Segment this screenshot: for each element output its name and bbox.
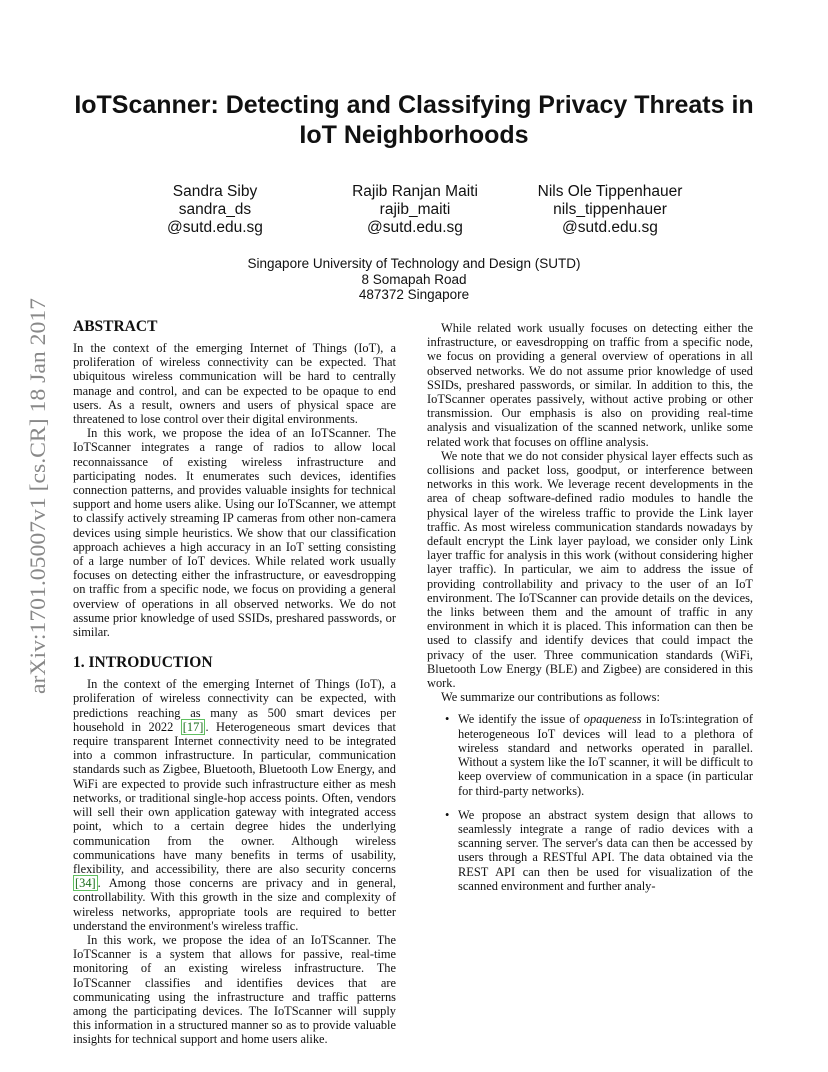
affiliation-city: 487372 Singapore — [358, 287, 470, 302]
arxiv-id-text: arXiv:1701.05007v1 [cs.CR] 18 Jan 2017 — [25, 326, 50, 694]
author-name: Rajib Ranjan Maiti — [352, 183, 478, 200]
author-email-domain: @sutd.edu.sg — [562, 219, 658, 236]
abstract-heading: ABSTRACT — [73, 318, 158, 335]
intro-paragraph: In this work, we propose the idea of an IoTScanner. The IoTScanner is a system that allows for passive, real-time monitoring of an existing wireless infrastructure. The IoTScanner classifies and identifies devices that are communicating using the infrastructure and traffic patterns among the participating devices. The IoTScanner will supply this information in a structured manner so as to provide valuable insights for technical support and home users alike. — [73, 932, 396, 1047]
list-item — [445, 807, 753, 893]
abstract-paragraph: In this work, we propose the idea of an IoTScanner. The IoTScanner integrates a range of radios to allow local reconnaissance of existing wireless infrastructure and participating nodes. It enumerates such devices, identifies connection patterns, and provides valuable insights for technical support and home users alike. Using our IoTScanner, we attempt to classify actively streaming IP cameras from other non-camera devices using simple heuristics. We show that our classification approach achieves a high accuracy in an IoT setting consisting of a large number of IoT devices. While related work usually focuses on detecting either the infrastructure, or eavesdropping on traffic from a specific node, we focus on providing a general overview of operations in all observed networks. We do not assume prior knowledge of used SSIDs, preshared passwords, or similar. — [73, 426, 396, 640]
author-email-domain: @sutd.edu.sg — [367, 219, 463, 236]
introduction-heading: 1. INTRODUCTION — [73, 654, 213, 672]
emphasis-text: opaqueness — [583, 712, 642, 727]
bullet-icon: • — [445, 807, 450, 822]
contributions-list — [427, 712, 753, 892]
intro-text: In the context of the emerging Internet of Things (IoT), a proliferation of wireless connectivity can be expected, with predictions reaching as many as 500 smart devices per household in 2022 — [73, 677, 396, 734]
left-column — [73, 318, 396, 1047]
list-item-text: in IoTs:integration of heterogeneous IoT devices will lead to a plethora of wireless standard and networks operated in parallel. Without a system like the IoT scanner, it will be difficult to keep overview of communication in a space (in particular for third-party networks). — [458, 712, 753, 798]
intro-text: . Heterogeneous smart devices that require transparent Internet connectivity need to be integrated into a common infrastructure. In particular, communication standards such as Zigbee, Bluetooth, Bluetooth Low Energy, and WiFi are expected to provide such infrastructure either as mesh networks, or traditional single-hop access points. Often, vendors will sell their own application gateway with integrated access point, which to a certain degree hides the underlying communication from the owner. Although wireless communications have many benefits in terms of usability, flexibility, and accessibility, there are also security concerns — [73, 719, 396, 876]
author-name: Sandra Siby — [172, 183, 258, 200]
affiliation-street: 8 Somapah Road — [361, 271, 467, 287]
author-block — [520, 183, 700, 237]
citation-link[interactable]: [34] — [75, 876, 96, 891]
list-item — [445, 712, 753, 798]
bullet-icon: • — [445, 712, 450, 727]
author-email-domain: @sutd.edu.sg — [167, 219, 263, 236]
arxiv-identifier-stamp — [16, 296, 54, 696]
intro-paragraph: While related work usually focuses on detecting either the infrastructure, or eavesdropping on traffic from a specific node, we focus on providing a general overview of operations in all observed networks. We do not assume prior knowledge of used SSIDs, preshared passwords, or similar. In addition to this, the IoTScanner operates passively, without active probing or other transmission. Our emphasis is also on providing real-time analysis and visualization of the scanned network, unlike some related work that focuses on offline analysis. — [427, 321, 753, 449]
arxiv-stamp-svg — [16, 296, 54, 696]
right-column — [427, 321, 753, 903]
intro-text: . Among those concerns are privacy and in general, controllability. With this growth in the size and complexity of wireless networks, appropriate tools are required to better understand the environment's wireless traffic. — [73, 876, 396, 933]
citation-link[interactable]: [17] — [182, 719, 204, 734]
author-block — [320, 183, 510, 237]
author-email-user: nils_tippenhauer — [553, 201, 667, 218]
author-block — [135, 183, 295, 237]
paper-title: IoTScanner: Detecting and Classifying Privacy Threats in IoT Neighborhoods — [74, 91, 754, 149]
author-name: Nils Ole Tippenhauer — [537, 183, 683, 200]
intro-paragraph: We note that we do not consider physical layer effects such as collisions and packet loss, goodput, or interference between networks in this work. We leverage recent developments in the area of cheap software-defined radio modules to handle the physical layer of the wireless traffic to provide the Link layer traffic. As most wireless communication standards nowadays by default encrypt the Link layer payload, we consider only Link layer traffic for analysis in this work (without considering higher layer traffic). In particular, we aim to address the issue of providing controllability and privacy to the user of an IoT environment. The IoTScanner can provide details on the devices, the links between them and the amount of traffic in any environment in which it is placed. This information can then be used to classify and identify devices that could impact the privacy of the user. Three communication standards (WiFi, Bluetooth Low Energy (BLE) and Zigbee) are considered in this work. — [427, 448, 753, 691]
intro-paragraph — [73, 677, 396, 933]
affiliation-institution: Singapore University of Technology and Design (SUTD) — [247, 256, 581, 271]
list-item-text: We identify the issue of — [458, 712, 584, 727]
author-email-user: rajib_maiti — [379, 201, 451, 218]
affiliation-block — [214, 256, 614, 303]
abstract-paragraph: In the context of the emerging Internet of Things (IoT), a proliferation of wireless connectivity can be expected. That ubiquitous wireless communication will be hard to centrally manage and control, and can be expected to be opaque to end users. As a result, owners and users of physical space are threatened to lose control over their digital environments. — [73, 341, 396, 427]
intro-paragraph: We summarize our contributions as follows: — [441, 690, 660, 705]
author-email-user: sandra_ds — [178, 201, 252, 218]
list-item-text: We propose an abstract system design that allows to seamlessly integrate a range of radio devices with a scanning server. The server's data can then be accessed by users through a RESTful API. The data obtained via the REST API can then be used for visualization of the scanned environment and further analy- — [458, 807, 753, 893]
